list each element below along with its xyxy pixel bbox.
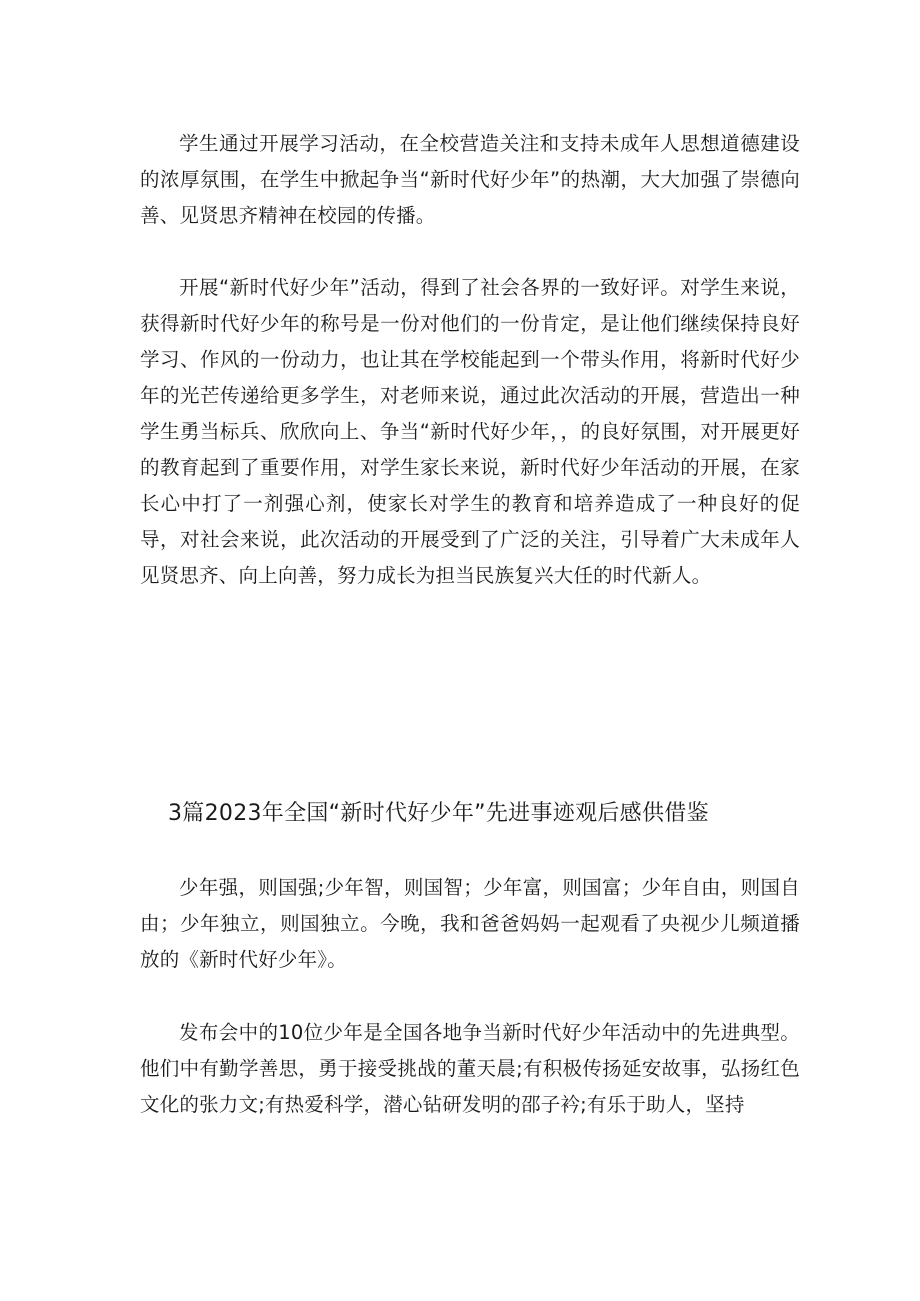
body-paragraph: 学生通过开展学习活动，在全校营造关注和支持未成年人思想道德建设的浓厚氛围，在学生中掀起争当“新时代好少年”的热潮，大大加强了崇德向善、见贤思齐精神在校园的传播。	[140, 132, 800, 227]
body-paragraph: 开展“新时代好少年”活动，得到了社会各界的一致好评。对学生来说，获得新时代好少年的称号是一份对他们的一份肯定，是让他们继续保持良好学习、作风的一份动力，也让其在学校能起到一个带头作用，将新时代好少年的光芒传递给更多学生，对老师来说，通过此次活动的开展，营造出一种学生勇当标兵、欣欣向上、争当“新时代好少年，，的良好氛围，对开展更好的教育起到了重要作用，对学生家长来说，新时代好少年活动的开展，在家长心中打了一剂强心剂，使家长对学生的教育和培养造成了一种良好的促导，对社会来说，此次活动的开展受到了广泛的关注，引导着广大未成年人见贤思齐、向上向善，努力成长为担当民族复兴大任的时代新人。	[140, 276, 800, 587]
body-paragraph: 发布会中的10位少年是全国各地争当新时代好少年活动中的先进典型。他们中有勤学善思，勇于接受挑战的董天晨;有积极传扬延安故事，弘扬红色文化的张力文;有热爱科学，潜心钻研发明的邵子衿;有乐于助人，坚持	[140, 1021, 800, 1116]
section-heading: 3篇2023年全国“新时代好少年”先进事迹观后感供借鉴	[168, 801, 709, 826]
body-paragraph: 少年强，则国强;少年智，则国智；少年富，则国富；少年自由，则国自由；少年独立，则国独立。今晚，我和爸爸妈妈一起观看了央视少儿频道播放的《新时代好少年》。	[140, 876, 800, 971]
